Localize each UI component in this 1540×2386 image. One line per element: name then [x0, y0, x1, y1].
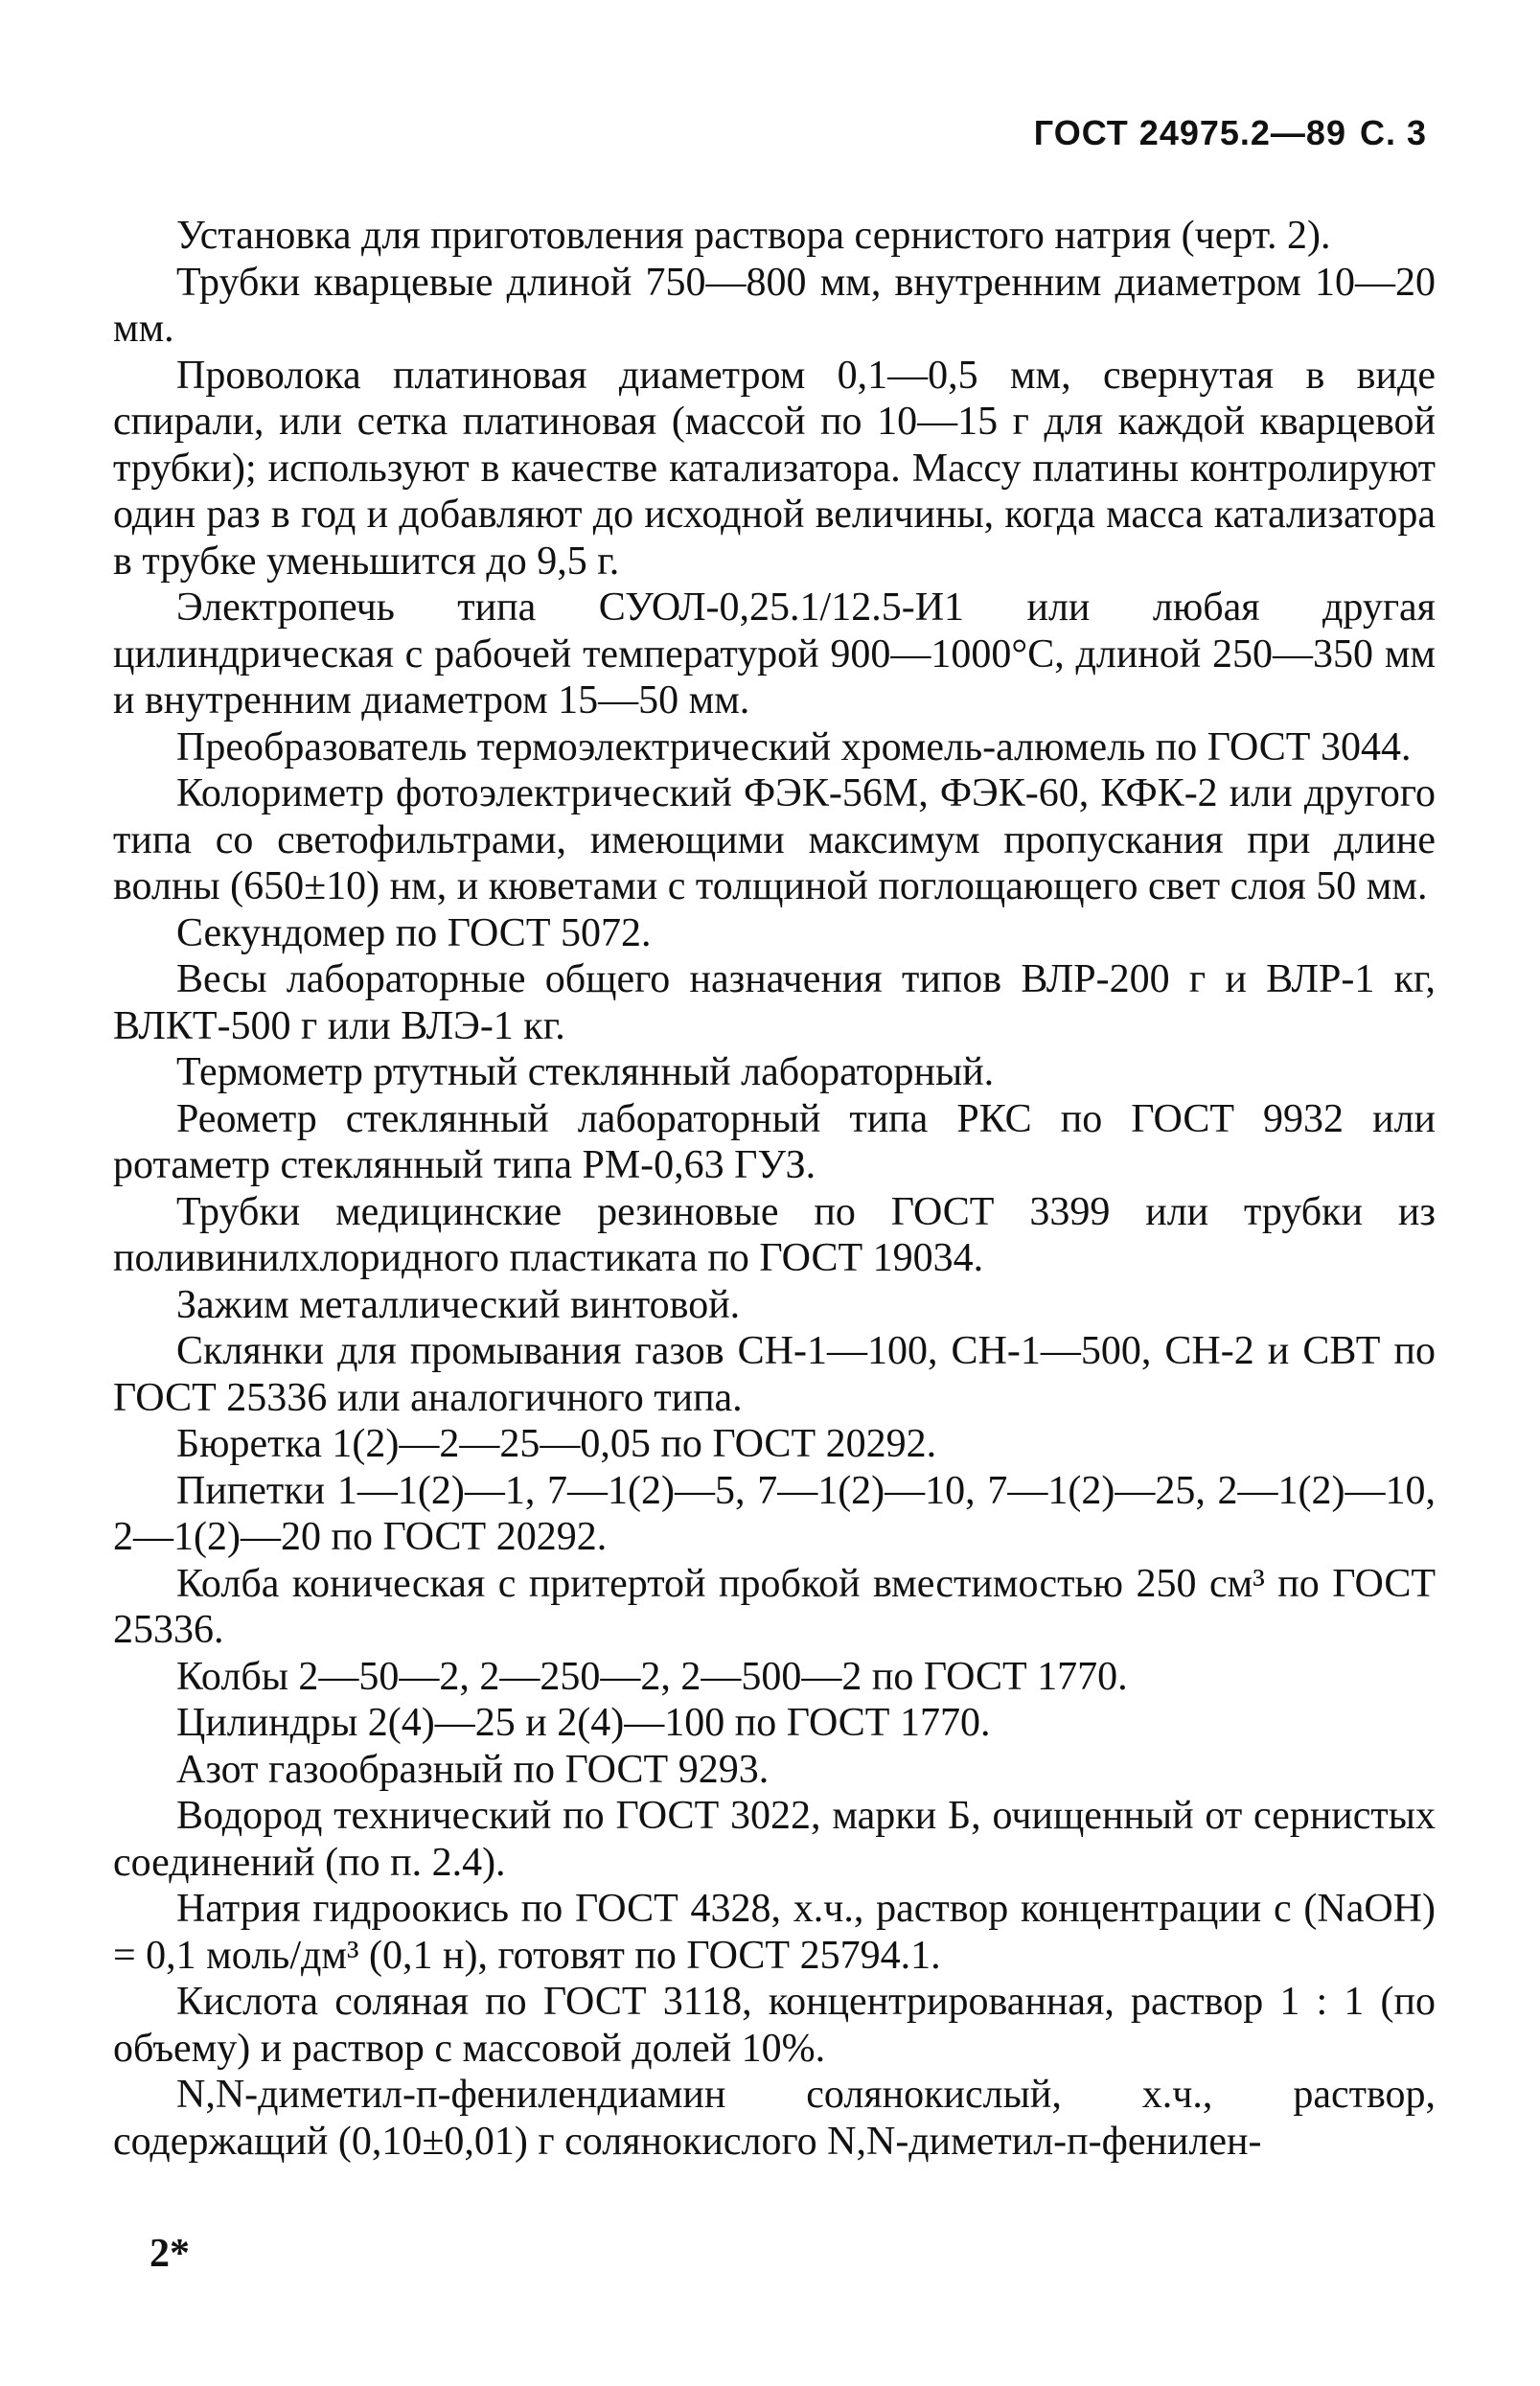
paragraph-conical-flask: Колба коническая с притертой пробкой вместимостью 250 см³ по ГОСТ 25336. [113, 1561, 1436, 1652]
paragraph-platinum-wire: Проволока платиновая диаметром 0,1—0,5 мм, свернутая в виде спирали, или сетка платиновая (массой по 10—15 г для каждой кварцевой трубки); используют в качестве катализатора. Массу платины контролируют один раз в год и добавляют до исходной величины, когда масса катализатора в трубке уменьшится до 9,5 г. [113, 353, 1436, 584]
paragraph-gas-washing-bottles: Склянки для промывания газов СН-1—100, СН-1—500, СН-2 и СВТ по ГОСТ 25336 или аналогичного типа. [113, 1329, 1436, 1420]
standard-number: ГОСТ 24975.2—89 [1033, 113, 1346, 152]
paragraph-clamp: Зажим металлический винтовой. [176, 1282, 741, 1327]
page-number: С. 3 [1359, 113, 1427, 152]
paragraph-electric-furnace: Электропечь типа СУОЛ-0,25.1/12.5-И1 или любая другая цилиндрическая с рабочей температурой 900—1000°С, длиной 250—350 мм и внутренним диаметром 15—50 мм. [113, 585, 1436, 723]
paragraph-hydrogen: Водород технический по ГОСТ 3022, марки Б, очищенный от сернистых соединений (по п. 2.4). [113, 1794, 1436, 1885]
paragraph-rubber-tubes: Трубки медицинские резиновые по ГОСТ 3399 или трубки из поливинилхлоридного пластиката по ГОСТ 19034. [113, 1189, 1436, 1280]
paragraph-installation: Установка для приготовления раствора сернистого натрия (черт. 2). [176, 214, 1331, 258]
signature-mark: 2* [149, 2232, 190, 2276]
paragraph-nitrogen: Азот газообразный по ГОСТ 9293. [176, 1747, 770, 1792]
paragraph-flasks: Колбы 2—50—2, 2—250—2, 2—500—2 по ГОСТ 1770. [176, 1654, 1128, 1699]
paragraph-pipettes: Пипетки 1—1(2)—1, 7—1(2)—5, 7—1(2)—10, 7—1(2)—25, 2—1(2)—10, 2—1(2)—20 по ГОСТ 20292. [113, 1468, 1436, 1559]
paragraph-thermocouple: Преобразователь термоэлектрический хромель-алюмель по ГОСТ 3044. [176, 724, 1412, 769]
paragraph-rheometer: Реометр стеклянный лабораторный типа РКС по ГОСТ 9932 или ротаметр стеклянный типа РМ-0,63 ГУЗ. [113, 1096, 1436, 1187]
paragraph-colorimeter: Колориметр фотоэлектрический ФЭК-56М, ФЭК-60, КФК-2 или другого типа со светофильтрами, имеющими максимум пропускания при длине волны (650±10) нм, и кюветами с толщиной поглощающего свет слоя 50 мм. [113, 771, 1436, 908]
paragraph-cylinders: Цилиндры 2(4)—25 и 2(4)—100 по ГОСТ 1770. [176, 1701, 991, 1745]
paragraph-dimethyl-phenylenediamine: N,N-диметил-п-фенилендиамин солянокислый, х.ч., раствор, содержащий (0,10±0,01) г солянокислого N,N-диметил-п-фенилен- [113, 2073, 1436, 2164]
page-header [1021, 113, 1427, 153]
paragraph-stopwatch: Секундомер по ГОСТ 5072. [176, 910, 652, 955]
document-body [113, 213, 1436, 2165]
paragraph-quartz-tubes: Трубки кварцевые длиной 750—800 мм, внутренним диаметром 10—20 мм. [113, 260, 1436, 351]
paragraph-sodium-hydroxide: Натрия гидроокись по ГОСТ 4328, х.ч., раствор концентрации c (NaOH) = 0,1 моль/дм³ (0,1 н), готовят по ГОСТ 25794.1. [113, 1887, 1436, 1978]
paragraph-hydrochloric-acid: Кислота соляная по ГОСТ 3118, концентрированная, раствор 1 : 1 (по объему) и раствор с массовой долей 10%. [113, 1980, 1436, 2071]
paragraph-scales: Весы лабораторные общего назначения типов ВЛР-200 г и ВЛР-1 кг, ВЛКТ-500 г или ВЛЭ-1 кг. [113, 957, 1436, 1048]
paragraph-burette: Бюретка 1(2)—2—25—0,05 по ГОСТ 20292. [176, 1422, 937, 1466]
paragraph-thermometer: Термометр ртутный стеклянный лабораторный. [176, 1050, 995, 1094]
